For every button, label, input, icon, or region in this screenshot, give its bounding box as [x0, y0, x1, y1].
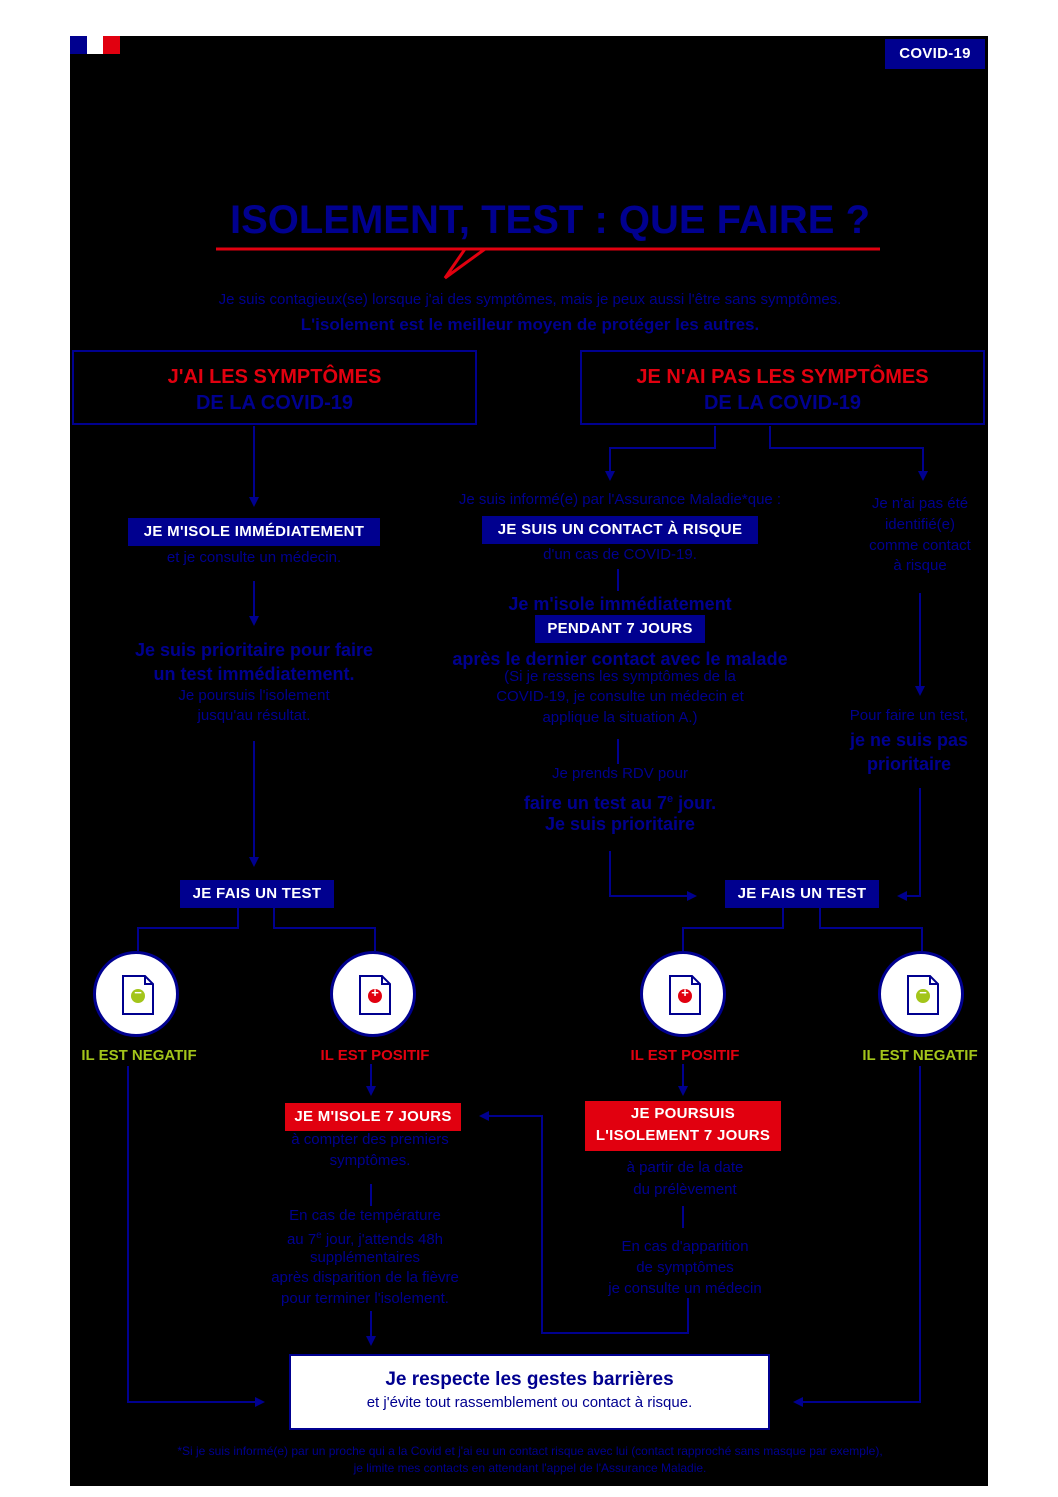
fever-line-2 [230, 1226, 500, 1250]
rdv-line-1: Je prends RDV pour [552, 765, 688, 782]
speech-tail [445, 249, 485, 278]
paren-line-3: applique la situation A.) [542, 709, 698, 726]
since-symptoms-line-2: symptômes. [329, 1152, 411, 1169]
paren-line-2: COVID-19, je consulte un médecin et [496, 688, 744, 705]
positive-result-right [640, 951, 726, 1037]
priority-test-line-1: Je suis prioritaire pour faire [134, 640, 374, 660]
fever-line-4: après disparition de la fièvre [271, 1269, 459, 1286]
no-symptoms-box-line-1: JE N'AI PAS LES SYMPTÔMES [636, 366, 929, 388]
sample-date-line-2: du prélèvement [633, 1181, 737, 1198]
since-symptoms-line-1: à compter des premiers [291, 1131, 449, 1148]
symptoms-box [72, 350, 477, 425]
risk-contact-tag: JE SUIS UN CONTACT À RISQUE [482, 516, 758, 544]
symptoms-box-line-2: DE LA COVID-19 [195, 392, 354, 414]
isolate-immediately-text: Je m'isole immédiatement [508, 594, 732, 614]
barrier-gestures-box [289, 1354, 770, 1430]
positive-result-left [330, 951, 416, 1037]
covid-badge: COVID-19 [885, 39, 985, 69]
footnote-line-1: *Si je suis informé(e) par un proche qui a la Covid et j'ai eu un contact risque avec lui (contact rapproché sans masque par exemple), [177, 1444, 883, 1458]
plus-icon: + [371, 985, 379, 1000]
positive-label-right: IL EST POSITIF [630, 1047, 740, 1064]
isolate-now-tag: JE M'ISOLE IMMÉDIATEMENT [128, 518, 380, 546]
positive-label-left: IL EST POSITIF [320, 1047, 430, 1064]
symptoms-appear-line-3: je consulte un médecin [608, 1280, 762, 1297]
page-title: ISOLEMENT, TEST : QUE FAIRE ? [229, 198, 871, 242]
continue-isolation-tag-line-1: JE POURSUIS [630, 1105, 736, 1122]
not-identified-line-1: Je n'ai pas été [871, 495, 969, 512]
symptoms-box-line-1: J'AI LES SYMPTÔMES [167, 366, 382, 388]
continue-isolation-line-1: Je poursuis l'isolement [178, 687, 330, 704]
minus-icon: − [919, 985, 927, 1000]
rdv-line-2 [440, 787, 800, 815]
negative-result-left [93, 951, 179, 1037]
continue-isolation-line-2: jusqu'au résultat. [197, 707, 311, 724]
negative-label-right: IL EST NEGATIF [862, 1047, 978, 1064]
not-identified-line-3: comme contact [869, 537, 971, 554]
continue-isolation-tag [585, 1101, 781, 1151]
test-not-priority-line-2: je ne suis pas [849, 730, 969, 750]
minus-icon: − [134, 985, 142, 1000]
not-identified-line-2: identifié(e) [884, 516, 956, 533]
fever-line-3: supplémentaires [309, 1249, 421, 1266]
test-tag-left: JE FAIS UN TEST [180, 880, 334, 908]
fever-line-2-text: au 7 [286, 1231, 317, 1248]
continue-isolation-tag-line-2: L'ISOLEMENT 7 JOURS [595, 1127, 771, 1144]
intro-line-2: L'isolement est le meilleur moyen de protéger les autres. [300, 315, 760, 334]
sample-date-line-1: à partir de la date [626, 1159, 744, 1176]
covid-case-text: d'un cas de COVID-19. [543, 546, 697, 563]
after-contact-text: après le dernier contact avec le malade [452, 649, 788, 669]
no-symptoms-box-line-2: DE LA COVID-19 [703, 392, 862, 414]
test-tag-right: JE FAIS UN TEST [725, 880, 879, 908]
barrier-gestures-sub: et j'évite tout rassemblement ou contact à risque. [366, 1394, 693, 1411]
negative-label-left: IL EST NEGATIF [81, 1047, 197, 1064]
rdv-line-2-text: faire un test au 7 [523, 793, 667, 813]
symptoms-appear-line-2: de symptômes [636, 1259, 734, 1276]
fever-line-2-sup: e [316, 1230, 322, 1241]
informed-text: Je suis informé(e) par l'Assurance Maladie*que : [458, 491, 782, 508]
intro-line-1: Je suis contagieux(se) lorsque j'ai des symptômes, mais je peux aussi l'être sans symptômes. [218, 291, 842, 308]
footnote-line-2: je limite mes contacts en attendant l'appel de l'Assurance Maladie. [353, 1461, 707, 1475]
priority-test-line-2: un test immédiatement. [153, 664, 355, 684]
barrier-gestures-title: Je respecte les gestes barrières [385, 1369, 674, 1390]
seven-days-tag: PENDANT 7 JOURS [535, 615, 705, 643]
rdv-line-2-end: jour. [673, 793, 717, 813]
test-not-priority-line-3: prioritaire [866, 754, 952, 774]
test-not-priority-line-1: Pour faire un test, [849, 707, 969, 724]
not-identified-line-4: à risque [893, 557, 947, 574]
fever-line-2-end: jour, j'attends 48h [321, 1231, 444, 1248]
consult-doctor-text: et je consulte un médecin. [166, 549, 342, 566]
plus-icon: + [681, 985, 689, 1000]
rdv-line-2-sup: e [666, 793, 674, 805]
fever-line-5: pour terminer l'isolement. [281, 1290, 449, 1307]
negative-result-right [878, 951, 964, 1037]
symptoms-appear-line-1: En cas d'apparition [621, 1238, 749, 1255]
rdv-line-3: Je suis prioritaire [544, 814, 696, 834]
isolate-seven-days-tag: JE M'ISOLE 7 JOURS [285, 1103, 461, 1131]
no-symptoms-box [580, 350, 985, 425]
poster-page [70, 36, 988, 1486]
paren-line-1: (Si je ressens les symptômes de la [504, 668, 736, 685]
fever-line-1: En cas de température [289, 1207, 441, 1224]
